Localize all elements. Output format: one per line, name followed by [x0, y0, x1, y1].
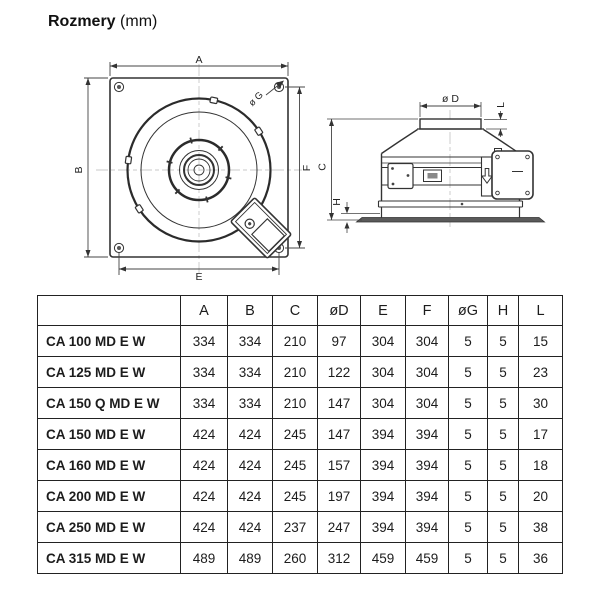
header-cell: L: [519, 296, 563, 326]
page-title-text: Rozmery: [48, 13, 116, 30]
model-cell: CA 250 MD E W: [38, 512, 181, 543]
value-cell: 424: [228, 481, 273, 512]
value-cell: 424: [181, 481, 228, 512]
value-cell: 394: [361, 481, 406, 512]
value-cell: 312: [318, 543, 361, 574]
value-cell: 5: [488, 450, 519, 481]
base-collar: [379, 201, 523, 218]
value-cell: 36: [519, 543, 563, 574]
dim-label-e: E: [195, 271, 203, 283]
table-row: [38, 481, 563, 512]
value-cell: 5: [488, 357, 519, 388]
value-cell: 15: [519, 326, 563, 357]
dim-label-l: L: [495, 102, 507, 108]
technical-drawing: [0, 45, 600, 293]
page-title-unit: (mm): [120, 13, 158, 30]
value-cell: 334: [228, 326, 273, 357]
value-cell: 18: [519, 450, 563, 481]
terminal-box-side: [482, 149, 534, 200]
header-cell: F: [406, 296, 449, 326]
dim-label-h: H: [331, 198, 343, 206]
terminal-box-front: [231, 198, 292, 259]
value-cell: 5: [449, 543, 488, 574]
value-cell: 5: [449, 357, 488, 388]
value-cell: 197: [318, 481, 361, 512]
page-title: [48, 13, 157, 31]
dim-label-f: F: [301, 164, 313, 172]
dim-label-g: ø G: [246, 89, 266, 109]
value-cell: 394: [361, 419, 406, 450]
value-cell: 334: [181, 357, 228, 388]
table-header-row: [38, 296, 563, 326]
value-cell: 247: [318, 512, 361, 543]
value-cell: 5: [488, 481, 519, 512]
table-row: [38, 512, 563, 543]
duct-spigot: [420, 119, 481, 129]
value-cell: 424: [181, 450, 228, 481]
model-cell: CA 125 MD E W: [38, 357, 181, 388]
header-cell: E: [361, 296, 406, 326]
value-cell: 424: [228, 419, 273, 450]
rating-label: [424, 170, 442, 182]
value-cell: 304: [406, 326, 449, 357]
base-plate: [357, 218, 545, 223]
value-cell: 5: [488, 543, 519, 574]
value-cell: 237: [273, 512, 318, 543]
header-cell: øG: [449, 296, 488, 326]
value-cell: 147: [318, 388, 361, 419]
value-cell: 20: [519, 481, 563, 512]
value-cell: 489: [181, 543, 228, 574]
value-cell: 304: [361, 326, 406, 357]
model-cell: CA 150 Q MD E W: [38, 388, 181, 419]
value-cell: 5: [449, 326, 488, 357]
value-cell: 38: [519, 512, 563, 543]
dimensions-table: [37, 295, 563, 574]
table-row: [38, 450, 563, 481]
value-cell: 334: [228, 388, 273, 419]
value-cell: 5: [449, 419, 488, 450]
value-cell: 394: [361, 512, 406, 543]
value-cell: 30: [519, 388, 563, 419]
value-cell: 304: [361, 357, 406, 388]
value-cell: 5: [488, 388, 519, 419]
value-cell: 334: [181, 388, 228, 419]
motor-plate: [388, 164, 413, 189]
header-cell: A: [181, 296, 228, 326]
table-row: [38, 357, 563, 388]
value-cell: 424: [181, 512, 228, 543]
dim-label-d: ø D: [442, 93, 459, 105]
value-cell: 147: [318, 419, 361, 450]
value-cell: 489: [228, 543, 273, 574]
value-cell: 260: [273, 543, 318, 574]
header-cell: H: [488, 296, 519, 326]
header-cell: B: [228, 296, 273, 326]
value-cell: 334: [181, 326, 228, 357]
value-cell: 304: [406, 357, 449, 388]
value-cell: 424: [228, 450, 273, 481]
value-cell: 394: [406, 481, 449, 512]
value-cell: 5: [449, 481, 488, 512]
table-row: [38, 543, 563, 574]
value-cell: 394: [406, 512, 449, 543]
value-cell: 304: [406, 388, 449, 419]
model-cell: CA 150 MD E W: [38, 419, 181, 450]
value-cell: 5: [449, 450, 488, 481]
value-cell: 210: [273, 326, 318, 357]
value-cell: 157: [318, 450, 361, 481]
dim-label-a: A: [195, 54, 203, 66]
table-row: [38, 326, 563, 357]
value-cell: 424: [181, 419, 228, 450]
fan-side-view: [317, 93, 545, 233]
value-cell: 245: [273, 450, 318, 481]
value-cell: 394: [406, 450, 449, 481]
value-cell: 394: [406, 419, 449, 450]
value-cell: 245: [273, 481, 318, 512]
value-cell: 334: [228, 357, 273, 388]
dim-l: [484, 111, 507, 137]
value-cell: 5: [449, 512, 488, 543]
value-cell: 97: [318, 326, 361, 357]
header-cell: øD: [318, 296, 361, 326]
dim-label-c: C: [316, 163, 329, 171]
fan-front-view: [73, 54, 313, 283]
value-cell: 210: [273, 357, 318, 388]
value-cell: 304: [361, 388, 406, 419]
dim-b: [84, 78, 108, 257]
value-cell: 424: [228, 512, 273, 543]
dim-label-b: B: [73, 166, 85, 174]
model-cell: CA 160 MD E W: [38, 450, 181, 481]
table-row: [38, 388, 563, 419]
value-cell: 122: [318, 357, 361, 388]
value-cell: 210: [273, 388, 318, 419]
value-cell: 245: [273, 419, 318, 450]
value-cell: 17: [519, 419, 563, 450]
value-cell: 5: [488, 419, 519, 450]
header-empty-cell: [38, 296, 181, 326]
header-cell: C: [273, 296, 318, 326]
value-cell: 5: [488, 512, 519, 543]
table-row: [38, 419, 563, 450]
value-cell: 459: [361, 543, 406, 574]
dim-g-leader: [266, 81, 284, 96]
model-cell: CA 200 MD E W: [38, 481, 181, 512]
model-cell: CA 100 MD E W: [38, 326, 181, 357]
value-cell: 5: [449, 388, 488, 419]
value-cell: 23: [519, 357, 563, 388]
value-cell: 5: [488, 326, 519, 357]
value-cell: 394: [361, 450, 406, 481]
value-cell: 459: [406, 543, 449, 574]
model-cell: CA 315 MD E W: [38, 543, 181, 574]
